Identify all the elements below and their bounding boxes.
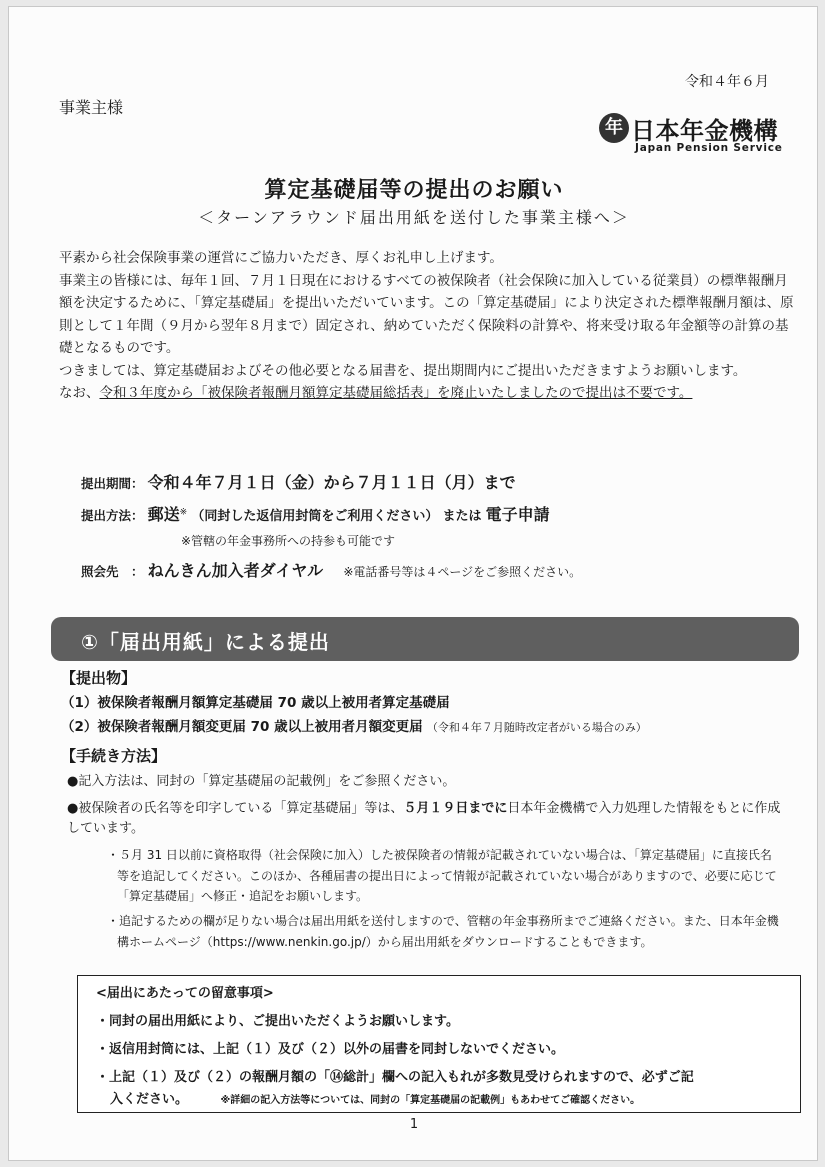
notice-box	[77, 975, 801, 1113]
page-subtitle: ＜ターンアラウンド届出用紙を送付した事業主様へ＞	[198, 208, 630, 227]
document-page	[8, 6, 818, 1161]
intro-note-prefix: なお、	[59, 385, 100, 401]
procedure-heading: 【手続き方法】	[61, 747, 167, 765]
period-value: 令和４年７月１日（金）から７月１１日（月）まで	[147, 473, 516, 492]
bullet-2-text-a: ●被保険者の氏名等を印字している「算定基礎届」等は、	[67, 801, 404, 816]
intro-paragraph: つきましては、算定基礎届およびその他必要となる届書を、提出期間内にご提出いただきますようお願いします。	[59, 362, 747, 379]
contact-note: ※電話番号等は４ページをご参照ください。	[343, 565, 582, 579]
procedure-bullet-1: ●記入方法は、同封の「算定基礎届の記載例」をご参照ください。	[67, 774, 456, 789]
method-or: または	[442, 509, 482, 524]
method-mail: 郵送	[147, 505, 180, 524]
addressee: 事業主様	[59, 98, 124, 117]
procedure-bullet-2	[67, 799, 789, 839]
page-number: 1	[409, 1117, 419, 1132]
page-title: 算定基礎届等の提出のお願い	[264, 178, 564, 203]
notice-line-3-cont	[110, 1088, 640, 1107]
method-label: 提出方法：	[81, 508, 144, 523]
intro-note-underlined: 令和３年度から「被保険者報酬月額算定基礎届総括表」を廃止いたしましたので提出は不要です。	[99, 385, 693, 401]
method-electronic: 電子申請	[485, 505, 550, 524]
intro-paragraph: 平素から社会保険事業の運営にご協力いただき、厚くお礼申し上げます。	[59, 250, 503, 266]
period-label: 提出期間：	[81, 476, 144, 491]
method-footnote: ※管轄の年金事務所への持参も可能です	[181, 534, 396, 548]
notice-line-3-cont-text: 入ください。	[110, 1092, 189, 1107]
item-2-note: （令和４年７月随時改定者がいる場合のみ）	[426, 721, 647, 734]
intro-text	[59, 247, 799, 405]
period-row	[81, 470, 516, 493]
items-heading: 【提出物】	[61, 669, 137, 687]
bullet-2-text-b: 日本年金機構で入力処理した情報をもとに作成しています。	[67, 801, 781, 836]
method-row	[81, 502, 550, 525]
procedure-sub-note-2: ・追記するための欄が足りない場合は届出用紙を送付しますので、管轄の年金事務所までご連絡ください。また、日本年金機構ホームページ（https://www.nenkin.go.jp/）から届出用紙をダウンロードすることもできます。	[107, 914, 779, 949]
org-name: 日本年金機構	[631, 117, 778, 145]
pension-logo-icon: 年	[599, 113, 629, 143]
org-name-en: Japan Pension Service	[635, 142, 783, 154]
notice-title: <届出にあたっての留意事項>	[96, 986, 274, 1001]
notice-line-2: ・返信用封筒には、上記（１）及び（２）以外の届書を同封しないでください。	[96, 1042, 565, 1057]
section-heading: ①「届出用紙」による提出	[81, 630, 330, 654]
section-banner	[51, 617, 799, 661]
intro-paragraph	[59, 382, 799, 405]
notice-line-1: ・同封の届出用紙により、ご提出いただくようお願いします。	[96, 1014, 459, 1029]
bullet-2-deadline: ５月１９日までに	[403, 801, 508, 816]
item-2-text: （2）被保険者報酬月額変更届 70 歳以上被用者月額変更届	[61, 719, 423, 735]
contact-label: 照会先 ：	[81, 564, 144, 579]
item-1	[61, 691, 450, 711]
method-mark: ※	[179, 507, 188, 518]
intro-paragraph: 事業主の皆様には、毎年１回、７月１日現在におけるすべての被保険者（社会保険に加入している従業員）の標準報酬月額を決定するために、「算定基礎届」を提出いただいています。この「算定基礎届」により決定された標準報酬月額は、原則として１年間（９月から翌年８月まで）固定され、納めていただく保険料の計算や、将来受け取る年金額等の計算の基礎となるものです。	[59, 272, 794, 356]
contact-row	[81, 558, 581, 581]
item-1-text: （1）被保険者報酬月額算定基礎届 70 歳以上被用者算定基礎届	[61, 695, 450, 711]
contact-value: ねんきん加入者ダイヤル	[147, 561, 324, 580]
issue-date: 令和４年６月	[685, 74, 769, 90]
notice-line-3: ・上記（１）及び（２）の報酬月額の「⑭総計」欄への記入もれが多数見受けられますので、必ずご記	[96, 1070, 694, 1085]
item-2	[61, 715, 647, 735]
notice-line-3-note: ※詳細の記入方法等については、同封の「算定基礎届の記載例」もあわせてご確認ください。	[220, 1095, 641, 1106]
org-logo	[599, 111, 789, 157]
procedure-sub-note-1: ・５月 31 日以前に資格取得（社会保険に加入）した被保険者の情報が記載されていない場合は、「算定基礎届」に直接氏名等を追記してください。このほか、各種届書の提出日によって情報が記載されていない場合がありますので、必要に応じて「算定基礎届」へ修正・追記をお願いします。	[107, 848, 777, 903]
method-mail-note: （同封した返信用封筒をご利用ください）	[191, 509, 439, 524]
